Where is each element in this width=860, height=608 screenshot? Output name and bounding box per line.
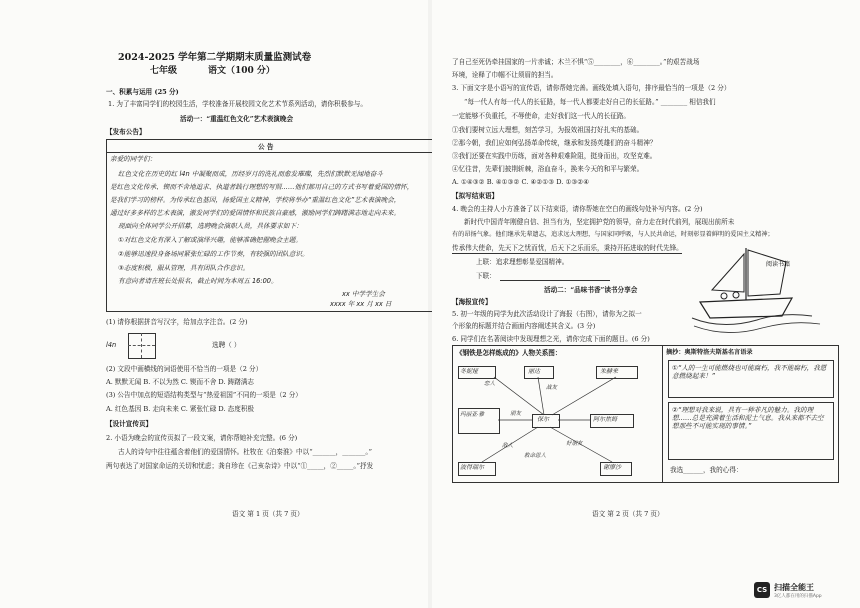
notice-greeting: 亲爱的同学们：	[110, 155, 157, 163]
char-node-label: 保尔	[537, 416, 550, 423]
pinyin-answer-slot[interactable]: 选聘（ ）	[212, 341, 241, 349]
closing-line: 新时代中国青年刚健自信、担当有为，坚定拥护党的领导，奋力走在时代前列，展现出前所未	[464, 218, 735, 226]
notice-date: xxxx 年 xx 月 xx 日	[330, 300, 392, 308]
notice-line: 是我们学习的榜样。为传承红色基因，扬爱国主义精神，学校将举办“重温红色文化”艺术表演晚会，	[110, 196, 401, 204]
question-2-line: 古人的诗句中往往蕴含着他们的爱国情怀。杜牧在《泊秦淮》中以“_______，_______。”	[118, 448, 373, 456]
sentence-item: ①我们要树立远大理想，刻苦学习，为报效祖国打好扎实的基础。	[452, 126, 644, 134]
notice-line: 是红色文化传承、锲而不舍地追求、执道者践行理想的写照……他们都用自己的方式书写着爱国的情怀，	[110, 183, 414, 191]
couplet-lower: 下联：	[476, 272, 496, 280]
relation-word: 恋人	[484, 381, 496, 387]
reading-boat-illustration	[682, 240, 832, 340]
watermark-tag: 3亿人都在用的扫描App	[774, 594, 822, 599]
question-1-2: (2) 文段中画横线的词语使用不恰当的一项是（2 分）	[106, 365, 263, 373]
slogan-line: “每一代人有每一代人的长征路，每一代人都要走好自己的长征路。” ________ 相信我们	[464, 98, 716, 106]
notice-line: 现面向全体同学公开招募，选聘晚会演职人员，具体要求如下：	[118, 222, 303, 230]
question-6: 6. 同学们在名著阅读中发现理想之光，请你完成下面的题目。(6 分)	[452, 335, 650, 343]
char-node-label: 谢廖沙	[603, 464, 622, 471]
continued-line: 环境，诠释了巾帼不让须眉的担当。	[452, 71, 558, 79]
q6-divider	[662, 345, 663, 482]
notice-deadline: 有意向者请在班长处报名，截止时间为本周五 16:00。	[118, 277, 278, 285]
char-node-label: 波得瑞尔	[460, 464, 485, 471]
design-tag: 【设计宣传页】	[106, 420, 153, 428]
page-footer: 语文 第 1 页（共 7 页）	[232, 510, 304, 518]
couplet-upper: 上联：追求理想彰显爱国精神。	[476, 258, 569, 266]
relation-word: 战友	[546, 385, 558, 391]
relation-word: 好朋友	[566, 441, 583, 447]
notice-requirement: ②能够迅速投身备场同紧张忙碌的工作节奏，有较强的团队意识。	[118, 250, 309, 258]
question-4: 4. 晚会的主持人小方准备了以下结束语，请你帮她在空白的画线句处补写内容。(2 分)	[452, 205, 703, 213]
sail-char: 阅读书籍	[766, 261, 791, 268]
sentence-item: ③我们还要在实践中历练，面对各种艰难险阻，挺身而出，攻坚克难。	[452, 152, 657, 160]
activity-2-heading: 活动二：“品味书香”读书分享会	[544, 286, 638, 294]
options-3: A. ①④③② B. ④①③② C. ④②①③ D. ①③②④	[452, 178, 590, 186]
options-1-2: A. 默默无闻 B. 不以为然 C. 锲而不舍 D. 踌躇满志	[106, 378, 255, 386]
char-node-label: 朱赫来	[600, 368, 619, 375]
question-3: 3. 下面文字是小语写的宣传语，请你帮她完善。画线处填入语句，排序最恰当的一项是（2 分）	[452, 84, 731, 92]
closing-tag: 【拟写结束语】	[452, 192, 499, 200]
quote-2: ②“理想对我来说，具有一种非凡的魅力。我的理想……总是充满着生活和泥土气息。我从来都不去空想那些不可能实现的事情。”	[672, 406, 824, 430]
notice-requirement: ③态度积极，服从管理，具有团队合作意识。	[118, 264, 250, 272]
poster-tag: 【海报宣传】	[452, 298, 492, 306]
relation-word: 朋友	[510, 411, 522, 417]
relation-word: 敌人	[502, 443, 514, 449]
slogan-line: 一定能够不负重托，不辱使命，走好我们这一代人的长征路。	[452, 112, 631, 120]
subject-label: 语文（100 分）	[208, 66, 275, 76]
pinyin-text: l4n	[106, 341, 117, 349]
grid-guide-v	[141, 333, 142, 358]
char-node-label: 冬妮娅	[460, 368, 479, 375]
notice-requirement: ①对红色文化有深入了解或演绎兴趣，能够准确把握晚会主题。	[118, 236, 302, 244]
question-2-line: 两句表达了对国家命运的关切和忧虑；龚自珍在《己亥杂诗》中以“①_____，②_____。”抒发	[106, 462, 374, 470]
continued-line: 了自己至死仍牵挂国家的一片赤诚；木兰不惧“⑤________，⑥________。”的艰苦战场	[452, 58, 700, 66]
quote-answer-prompt[interactable]: 我选______，我的心得：	[670, 466, 743, 474]
notice-signature: xx 中学学生会	[342, 290, 385, 298]
question-5-line: 个形象的标题并结合画面内容阐述其含义。(3 分)	[452, 322, 596, 330]
question-2: 2. 小语为晚会的宣传页拟了一段文案，请你帮她补充完整。(6 分)	[106, 434, 298, 442]
character-grid-box[interactable]	[128, 333, 156, 359]
section-heading: 一、积累与运用 (25 分)	[106, 88, 179, 96]
answer-line[interactable]	[500, 280, 610, 281]
question-1-3: (3) 公告中加点的短语结构类型与“热爱祖国”不同的一项是（2 分）	[106, 391, 302, 399]
char-node-label: 玛丽亚·雅	[460, 412, 485, 418]
notice-title: 公 告	[258, 143, 274, 151]
char-node-label: 丽达	[528, 368, 541, 375]
closing-line: 传承伟大使命，先天下之忧而忧，后天下之乐而乐，秉持开拓进取的时代先锋。	[452, 244, 683, 252]
closing-line: 有的昂扬气象。他们继承先辈遗志，追求远大理想，与国家同呼吸，与人民共命运，时刻彰显着鲜明的爱国主义精神；	[452, 231, 774, 238]
quote-1: ①“人的一生可能燃烧也可能腐朽，我不能腐朽，我愿意燃烧起来！”	[672, 364, 827, 380]
excerpt-heading: 摘抄：奥斯特洛夫斯基名言语录	[666, 349, 753, 356]
notice-divider	[106, 152, 435, 153]
exam-title: 2024-2025 学年第二学期期末质量监测试卷	[118, 52, 312, 63]
question-5: 5. 初一年级的同学为此次活动设计了海报（右图），请你为之拟一	[452, 310, 642, 318]
watermark-name: 扫描全能王	[774, 583, 814, 592]
scanner-watermark	[754, 580, 854, 604]
sentence-item: ④忆往昔，先辈们披荆斩棘，浴血奋斗，换来今天的和平与繁荣。	[452, 165, 644, 173]
char-node-label: 阿尔焦姆	[593, 416, 618, 423]
page-left	[0, 0, 428, 608]
page-right	[432, 0, 860, 608]
question-1-1: (1) 请你根据拼音写汉字，给加点字注音。(2 分)	[106, 318, 248, 326]
question-1-intro: 1. 为了丰富同学们的校园生活，学校准备开展校园文化艺术节系列活动，请你积极参与。	[108, 100, 367, 108]
notice-line: 红色文化在历史的红 l4n 中凝聚而成，历经岁月的洗礼而愈发璀璨，先烈们默默无闻地奋斗	[118, 170, 383, 178]
options-1-3: A. 红色基因 B. 走向未来 C. 紧张忙碌 D. 态度积极	[106, 405, 255, 413]
publish-tag: 【发布公告】	[106, 128, 146, 136]
relation-word: 救命恩人	[524, 453, 547, 459]
grade-label: 七年级	[150, 66, 178, 76]
underline	[452, 253, 682, 254]
sentence-item: ②那今朝，我们应如何弘扬革命传统，继承和发扬英雄们的奋斗精神？	[452, 139, 657, 147]
page-footer: 语文 第 2 页（共 7 页）	[592, 510, 664, 518]
cs-logo-icon: CS	[754, 582, 770, 598]
activity-1-heading: 活动一：“重温红色文化”艺术表演晚会	[180, 115, 294, 123]
book-relation-title: 《钢铁是怎样炼成的》人物关系图：	[456, 349, 562, 357]
relation-lines	[452, 345, 662, 481]
notice-line: 通过好多多样的艺术表演，激发同学们的爱国情怀和民族自豪感，激励同学们踌躇满志地走向未来。	[110, 209, 401, 217]
